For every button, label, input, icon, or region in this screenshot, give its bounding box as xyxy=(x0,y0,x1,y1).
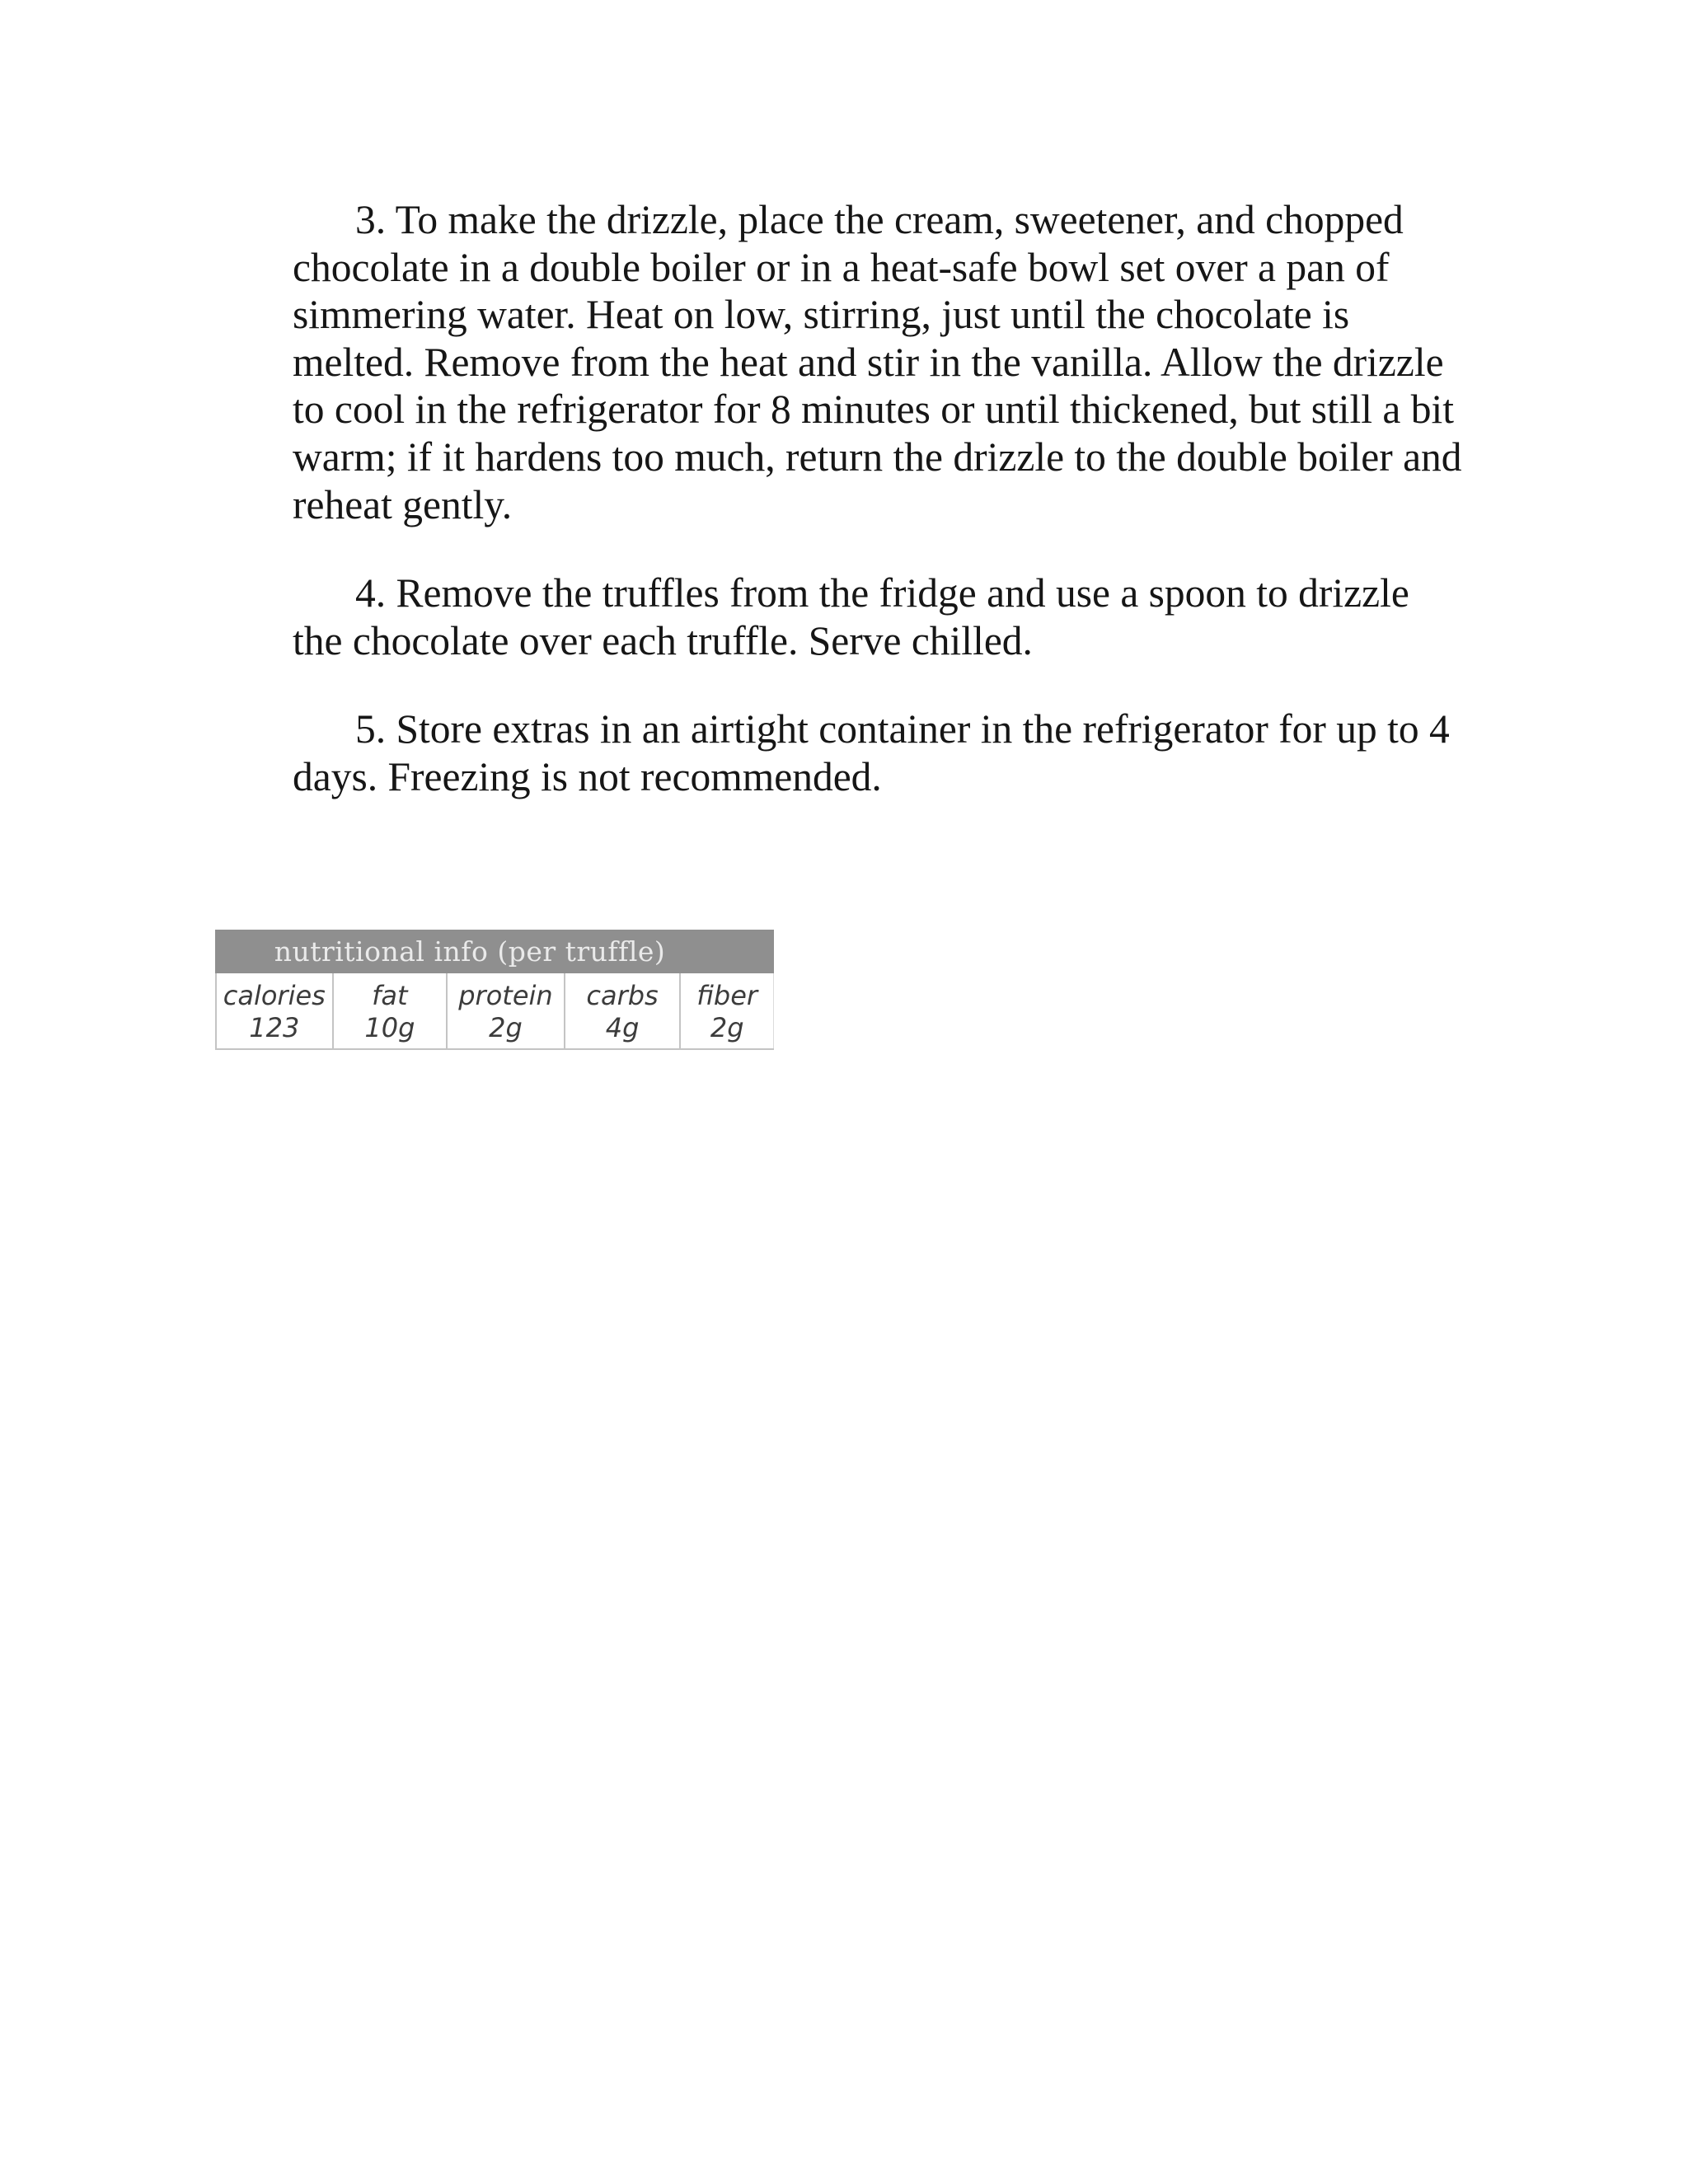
recipe-instructions xyxy=(293,196,1463,842)
nutrition-info-table xyxy=(215,921,776,1050)
nutrition-values-row xyxy=(215,973,774,1050)
nutrition-cell-protein xyxy=(448,973,565,1048)
nutrition-cell-carbs xyxy=(565,973,682,1048)
nutrition-value: 2g xyxy=(489,1012,523,1043)
instruction-step-4: 4. Remove the truffles from the fridge and use a spoon to drizzle the chocolate over each truffle. Serve chilled. xyxy=(293,570,1409,663)
nutrition-value: 2g xyxy=(710,1012,744,1043)
nutrition-label: fiber xyxy=(696,980,758,1011)
instruction-step-3: 3. To make the drizzle, place the cream, sweetener, and chopped chocolate in a double boiler or in a heat-safe bowl set over a pan of simmering water. Heat on low, stirring, just until the chocolate is melted. Remove from the heat and stir in the vanilla. Allow the drizzle to cool in the refrigerator for 8 minutes or until thickened, but still a bit warm; if it hardens too much, return the drizzle to the double boiler and reheat gently. xyxy=(293,197,1462,527)
nutrition-label: calories xyxy=(223,980,326,1011)
nutrition-value: 123 xyxy=(249,1012,300,1043)
nutrition-label: protein xyxy=(458,980,553,1011)
nutrition-value: 4g xyxy=(605,1012,640,1043)
nutrition-cell-fiber xyxy=(681,973,774,1048)
nutrition-table-title xyxy=(215,930,774,973)
nutrition-label: carbs xyxy=(586,980,659,1011)
nutrition-label: fat xyxy=(372,980,408,1011)
nutrition-cell-calories xyxy=(217,973,334,1048)
nutrition-cell-fat xyxy=(334,973,448,1048)
nutrition-title-text: nutritional info (per truffle) xyxy=(274,935,666,968)
instruction-step-5: 5. Store extras in an airtight container in the refrigerator for up to 4 days. Freezing is not recommended. xyxy=(293,706,1450,799)
nutrition-value: 10g xyxy=(364,1012,415,1043)
